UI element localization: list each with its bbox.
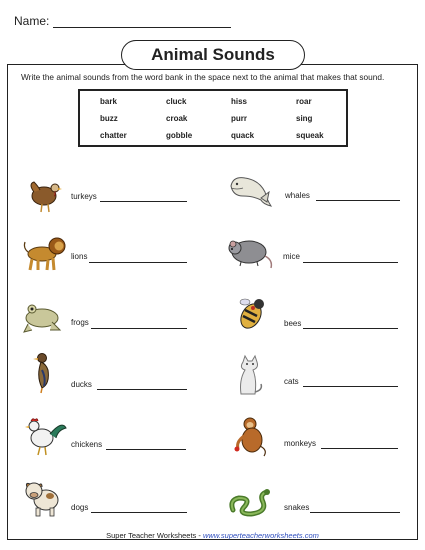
answer-line-snakes[interactable] [310, 511, 400, 513]
duck-icon [28, 350, 76, 398]
animal-label: whales [285, 191, 310, 200]
answer-line-frogs[interactable] [91, 327, 187, 329]
animal-label: chickens [71, 440, 103, 449]
word-bank-item: cluck [166, 97, 187, 106]
name-field[interactable] [53, 15, 231, 28]
dog-icon [20, 476, 68, 524]
name-label: Name: [14, 14, 50, 28]
monkey-icon [230, 416, 278, 464]
worksheet-title: Animal Sounds [121, 40, 305, 70]
instructions: Write the animal sounds from the word bank in the space next to the animal that makes that sound. [21, 72, 385, 82]
animal-label: mice [283, 252, 300, 261]
word-bank-item: purr [231, 114, 247, 123]
animal-label: cats [284, 377, 299, 386]
answer-line-mice[interactable] [303, 261, 398, 263]
frog-icon [20, 298, 68, 346]
word-bank-item: squeak [296, 131, 324, 140]
answer-line-turkeys[interactable] [100, 200, 187, 202]
word-bank-item: roar [296, 97, 312, 106]
answer-line-lions[interactable] [89, 261, 187, 263]
answer-line-bees[interactable] [303, 327, 398, 329]
animal-label: turkeys [71, 192, 97, 201]
snake-icon [227, 480, 275, 528]
word-bank-item: quack [231, 131, 255, 140]
animal-label: ducks [71, 380, 92, 389]
word-bank-item: sing [296, 114, 313, 123]
word-bank-item: hiss [231, 97, 248, 106]
whale-icon [227, 166, 275, 214]
footer [0, 531, 425, 540]
word-bank-item: bark [100, 97, 117, 106]
answer-line-chickens[interactable] [106, 448, 186, 450]
animal-label: lions [71, 252, 88, 261]
word-bank-item: croak [166, 114, 188, 123]
animal-label: monkeys [284, 439, 317, 448]
word-bank [78, 89, 348, 147]
footer-prefix: Super Teacher Worksheets - [106, 531, 203, 540]
bee-icon [233, 294, 281, 342]
animal-label: frogs [71, 318, 89, 327]
animal-label: snakes [284, 503, 310, 512]
cat-icon [233, 354, 281, 402]
lion-icon [22, 232, 70, 280]
answer-line-dogs[interactable] [91, 511, 187, 513]
animal-label: bees [284, 319, 302, 328]
answer-line-monkeys[interactable] [321, 447, 398, 449]
footer-site-link[interactable]: www.superteacherworksheets.com [202, 531, 319, 540]
animal-label: dogs [71, 503, 89, 512]
answer-line-whales[interactable] [316, 199, 400, 201]
word-bank-item: gobble [166, 131, 193, 140]
word-bank-item: buzz [100, 114, 118, 123]
turkey-icon [22, 174, 70, 222]
mouse-icon [227, 232, 275, 280]
name-row [14, 14, 231, 28]
answer-line-cats[interactable] [303, 385, 398, 387]
answer-line-ducks[interactable] [97, 388, 187, 390]
word-bank-item: chatter [100, 131, 127, 140]
chicken-icon [22, 412, 70, 460]
